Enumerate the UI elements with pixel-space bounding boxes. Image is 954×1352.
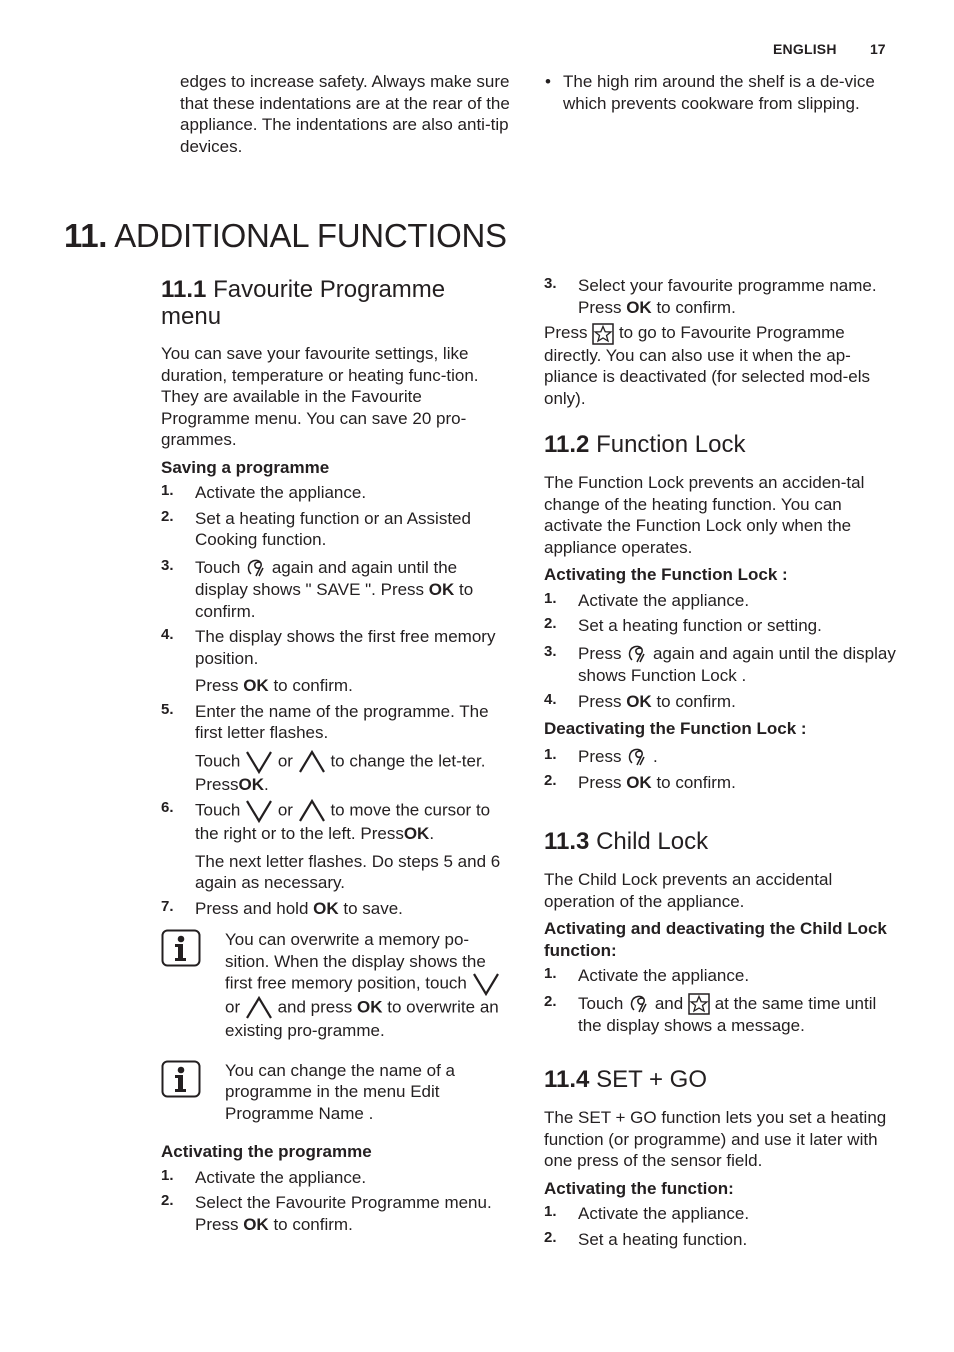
step-number: 2. <box>161 507 174 525</box>
chevron-down-icon <box>472 972 500 996</box>
step-text: Set a heating function. <box>578 1229 748 1249</box>
list-item <box>544 993 896 1037</box>
step-number: 2. <box>544 992 557 1010</box>
ok-label: OK <box>243 676 269 696</box>
subheading-activating: Activating the programme <box>161 1142 372 1162</box>
ok-label: OK <box>357 997 383 1017</box>
step-text: again and again until the display shows Function Lock . <box>578 643 896 686</box>
list-item <box>161 1192 513 1235</box>
step-number: 1. <box>161 482 174 499</box>
menu-icon <box>626 643 648 665</box>
step-text: to move the cursor to the right or to the left. Press <box>195 800 491 844</box>
step-text: at the same time until the display shows a message. <box>578 993 877 1036</box>
step-number: 3. <box>161 556 174 574</box>
list-item <box>161 557 513 623</box>
menu-icon <box>628 993 650 1015</box>
step-text: . <box>652 746 658 766</box>
chevron-down-icon <box>245 799 273 823</box>
step-note <box>161 675 513 697</box>
section-title-11-2 <box>544 431 884 458</box>
step-text: The display shows the first free memory position. <box>195 627 496 668</box>
info-text: or <box>225 997 241 1017</box>
section-intro: You can save your favourite settings, like duration, temperature or heating func-tion. They are available in the Favourite Programme menu. You can save 20 pro-grammes. <box>161 344 479 449</box>
step-text: to save. <box>343 898 403 918</box>
section-intro: The Function Lock prevents an acciden-tal change of the heating function. You can activate the Function Lock only when the appliance operates. <box>544 473 865 557</box>
step-text: Touch <box>195 751 241 770</box>
step-text: to change the let-ter. Press <box>195 751 486 794</box>
list-item <box>161 626 513 669</box>
paragraph-text: to go to Favourite Programme directly. You can also use it when the ap-pliance is deactivated (for selected mod-els only). <box>544 323 870 408</box>
section-title-11-1 <box>161 276 501 330</box>
info-note <box>161 929 513 1042</box>
step-text: to confirm. <box>273 676 353 696</box>
chapter-title <box>64 214 507 258</box>
section-intro: The Child Lock prevents an accidental operation of the appliance. <box>544 870 833 911</box>
step-number: 2. <box>544 772 557 790</box>
chapter-number: 11. <box>64 217 108 254</box>
section-number: 11.3 <box>544 828 590 855</box>
list-item <box>544 965 896 987</box>
step-number: 3. <box>544 275 557 292</box>
step-text: to confirm. <box>656 691 736 711</box>
left-column <box>161 343 513 1235</box>
info-icon <box>161 1060 201 1098</box>
list-item <box>161 701 513 744</box>
star-icon <box>688 993 710 1015</box>
step-number: 2. <box>544 615 557 632</box>
section-intro: The SET + GO function lets you set a heating function (or programme) and use it later with one press of the sensor field. <box>544 1108 887 1170</box>
section-number: 11.4 <box>544 1066 590 1093</box>
function-lock-section <box>544 472 896 794</box>
chevron-up-icon <box>298 750 326 774</box>
step-text: Touch <box>578 993 624 1013</box>
step-text: Set a heating function or an Assisted Cooking function. <box>195 508 471 549</box>
step-text: Touch <box>195 557 241 577</box>
step-text: Press <box>578 746 622 766</box>
step-number: 7. <box>161 897 174 915</box>
ok-label: OK <box>626 773 652 793</box>
step-text: or <box>277 751 293 770</box>
step-number: 5. <box>161 700 174 718</box>
info-text: You can change the name of a programme in the menu Edit Programme Name . <box>225 1060 455 1123</box>
step-text: Press and hold <box>195 898 309 918</box>
step-text: Select your favourite programme name. Press <box>578 276 877 317</box>
step-number: 1. <box>544 589 557 607</box>
step-text: Set a heating function or setting. <box>578 616 822 635</box>
menu-icon <box>626 746 648 768</box>
list-item <box>544 590 896 612</box>
step-text: Press <box>578 643 622 663</box>
step-text: to confirm. <box>656 773 736 793</box>
chevron-up-icon <box>245 996 273 1020</box>
ok-label: OK <box>403 824 430 844</box>
info-text: to overwrite an existing pro-gramme. <box>225 997 499 1041</box>
subheading-activate-lock: Activating the Function Lock : <box>544 565 788 584</box>
step-text: Press <box>195 676 239 696</box>
section-title-11-3 <box>544 828 884 855</box>
section-title-text: Child Lock <box>596 828 709 855</box>
step-number: 1. <box>544 1203 557 1220</box>
list-item <box>544 615 896 637</box>
step-number: 2. <box>161 1192 174 1210</box>
list-item <box>544 1203 896 1225</box>
ok-label: OK <box>243 1214 269 1234</box>
favourite-paragraph <box>544 322 896 409</box>
continued-paragraph: edges to increase safety. Always make sure that these indentations are at the rear of the appliance. The indentations are also anti-tip devices. <box>180 72 510 156</box>
step-text: Select the Favourite Programme menu. Press <box>195 1193 492 1234</box>
ok-label: OK <box>238 774 264 794</box>
subheading-deactivate-lock: Deactivating the Function Lock : <box>544 719 807 739</box>
section-title-text: Function Lock <box>596 431 746 458</box>
section-number: 11.1 <box>161 276 207 303</box>
step-number: 4. <box>544 690 557 708</box>
list-item <box>544 275 896 318</box>
step-text: to confirm. <box>273 1214 353 1234</box>
section-title-11-4 <box>544 1066 884 1093</box>
step-note <box>161 750 513 796</box>
list-item <box>161 898 513 920</box>
bullet-dot: • <box>545 72 551 91</box>
step-text: or <box>277 800 293 820</box>
step-text: to confirm. <box>195 580 474 621</box>
step-text: Press <box>578 691 622 711</box>
star-icon <box>592 323 614 345</box>
menu-icon <box>245 557 267 579</box>
ok-label: OK <box>626 297 652 317</box>
list-item <box>544 1229 896 1251</box>
step-text: and <box>654 993 684 1013</box>
list-item <box>161 799 513 845</box>
step-text: again and again until the display shows " SAVE ". Press <box>195 557 458 600</box>
info-text: and press <box>277 997 353 1017</box>
ok-label: OK <box>313 898 339 918</box>
step-number: 3. <box>544 642 557 660</box>
section-number: 11.2 <box>544 431 590 458</box>
step-text: Enter the name of the programme. The first letter flashes. <box>195 701 489 743</box>
chevron-up-icon <box>298 799 326 823</box>
list-item <box>161 1167 513 1189</box>
info-text: You can overwrite a memory po-sition. When the display shows the first free memory position, touch <box>225 930 486 993</box>
section-title-text: SET + GO <box>596 1066 707 1093</box>
step-text: Activate the appliance. <box>578 590 750 610</box>
list-item <box>161 482 513 504</box>
language-label: ENGLISH <box>773 41 837 57</box>
child-lock-section <box>544 869 896 1037</box>
step-number: 1. <box>544 745 557 763</box>
list-item <box>544 772 896 794</box>
info-note <box>161 1060 513 1125</box>
step-text: to confirm. <box>656 297 736 317</box>
subheading-saving: Saving a programme <box>161 457 330 477</box>
list-item <box>544 691 896 713</box>
chevron-down-icon <box>245 750 273 774</box>
step-text: Activate the appliance. <box>578 1204 750 1223</box>
step-number: 4. <box>161 626 174 644</box>
step-text: Press <box>578 773 622 793</box>
step-text: Touch <box>195 800 241 820</box>
page-number: 17 <box>870 41 886 57</box>
step-text: . <box>429 824 435 844</box>
step-number: 1. <box>161 1166 174 1184</box>
step-number: 2. <box>544 1228 557 1246</box>
chapter-title-text: ADDITIONAL FUNCTIONS <box>114 217 507 254</box>
step-text: Activate the appliance. <box>195 483 367 502</box>
bullet-text: The high rim around the shelf is a de-vice which prevents cookware from slipping. <box>563 72 875 113</box>
section-title-text: Favourite Programme menu <box>161 276 446 330</box>
step-text: Activate the appliance. <box>578 966 750 985</box>
list-item <box>544 643 896 687</box>
step-number: 1. <box>544 965 557 982</box>
ok-label: OK <box>626 691 652 711</box>
list-item <box>544 746 896 769</box>
step-text: Activate the appliance. <box>195 1167 367 1187</box>
step-text: . <box>263 774 269 794</box>
right-column-top <box>544 275 896 409</box>
bullet-item <box>545 71 903 114</box>
info-icon <box>161 929 201 967</box>
subheading-activate-function: Activating the function: <box>544 1178 734 1198</box>
step-note: The next letter flashes. Do steps 5 and 6 again as necessary. <box>195 851 501 893</box>
step-number: 6. <box>161 799 174 817</box>
list-item <box>161 508 513 551</box>
set-go-section <box>544 1107 896 1250</box>
paragraph-text: Press <box>544 323 588 342</box>
subheading-child-lock: Activating and deactivating the Child Lock function: <box>544 919 887 960</box>
ok-label: OK <box>428 580 455 600</box>
